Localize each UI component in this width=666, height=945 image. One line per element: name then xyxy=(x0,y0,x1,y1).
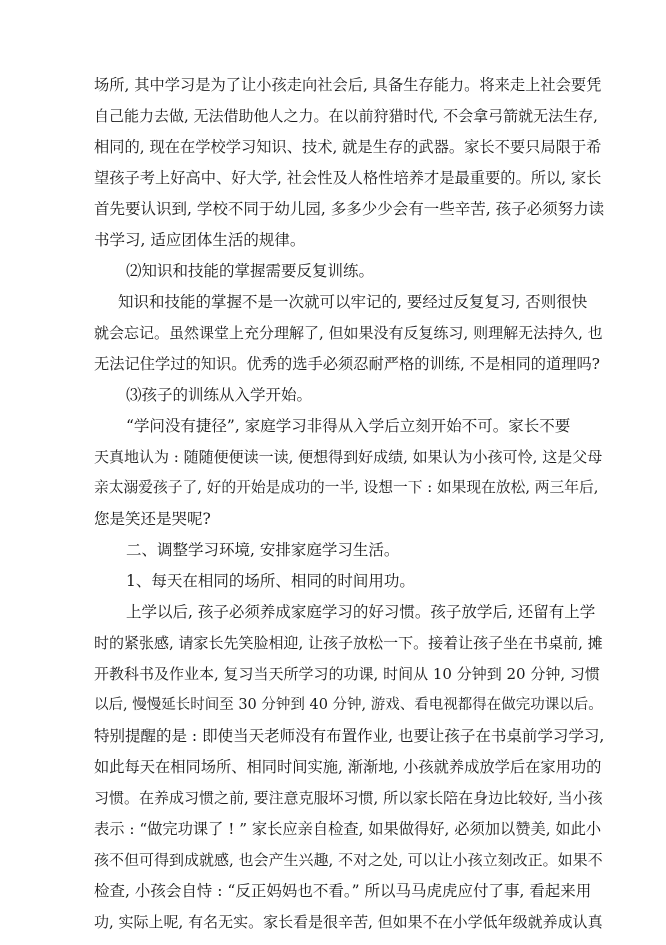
section-heading: ⑶孩子的训练从入学开始。 xyxy=(126,386,313,404)
body-text-line: 望孩子考上好高中、好大学, 社会性及人格性培养才是最重要的。所以, 家长 xyxy=(94,169,602,187)
body-text-line: 就会忘记。虽然课堂上充分理解了, 但如果没有反复练习, 则理解无法持久, 也 xyxy=(94,324,603,342)
body-text-line: 上学以后, 孩子必须养成家庭学习的好习惯。孩子放学后, 还留有上学 xyxy=(126,603,596,621)
body-text-line: 时的紧张感, 请家长先笑脸相迎, 让孩子放松一下。接着让孩子坐在书桌前, 摊 xyxy=(94,634,603,652)
body-text-line: 表示 : “做完功课了 ! ” 家长应亲自检查, 如果做得好, 必须加以赞美, 如此小 xyxy=(94,820,602,838)
body-text-line: 相同的, 现在在学校学习知识、技术, 就是生存的武器。家长不要只局限于希 xyxy=(94,138,602,156)
body-text-line: 功, 实际上呢, 有名无实。家长看是很辛苦, 但如果不在小学低年级就养成认真 xyxy=(94,913,603,931)
body-text-line: 首先要认识到, 学校不同于幼儿园, 多多少少会有一些辛苦, 孩子必须努力读 xyxy=(94,200,604,218)
body-text-line: 自己能力去做, 无法借助他人之力。在以前狩猎时代, 不会拿弓箭就无法生存, xyxy=(94,107,598,125)
body-text-line: 习惯。在养成习惯之前, 要注意克服坏习惯, 所以家长陪在身边比较好, 当小孩 xyxy=(94,789,603,807)
body-text-line: 书学习, 适应团体生活的规律。 xyxy=(94,231,306,249)
body-text-line: 知识和技能的掌握不是一次就可以牢记的, 要经过反复复习, 否则很快 xyxy=(118,293,588,311)
section-heading: ⑵知识和技能的掌握需要反复训练。 xyxy=(126,262,375,280)
body-text-line: 特别提醒的是 : 即使当天老师没有布置作业, 也要让孩子在书桌前学习学习, xyxy=(94,727,604,745)
subsection-heading: 1、每天在相同的场所、相同的时间用功。 xyxy=(126,572,415,590)
body-text-line: 孩不但可得到成就感, 也会产生兴趣, 不对之处, 可以让小孩立刻改正。如果不 xyxy=(94,851,603,869)
body-text-line: 您是笑还是哭呢? xyxy=(94,510,211,528)
body-text-line: 场所, 其中学习是为了让小孩走向社会后, 具备生存能力。将来走上社会要凭 xyxy=(94,76,602,94)
body-text-line: 以后, 慢慢延长时间至 30 分钟到 40 分钟, 游戏、看电视都得在做完功课以后。 xyxy=(94,697,603,713)
body-text-line: 无法记住学过的知识。优秀的选手必须忍耐严格的训练, 不是相同的道理吗? xyxy=(94,355,600,373)
body-text-line: “学问没有捷径”, 家庭学习非得从入学后立刻开始不可。家长不要 xyxy=(126,417,571,435)
section-heading: 二、调整学习环境, 安排家庭学习生活。 xyxy=(126,541,400,559)
body-text-line: 如此每天在相同场所、相同时间实施, 渐渐地, 小孩就养成放学后在家用功的 xyxy=(94,758,602,776)
body-text-line: 检查, 小孩会自恃 : “反正妈妈也不看。” 所以马马虎虎应付了事, 看起来用 xyxy=(94,882,592,900)
body-text-line: 亲太溺爱孩子了, 好的开始是成功的一半, 设想一下 : 如果现在放松, 两三年后, xyxy=(94,479,599,496)
body-text-line: 开教科书及作业本, 复习当天所学习的功课, 时间从 10 分钟到 20 分钟, 习惯 xyxy=(94,665,600,683)
body-text-line: 天真地认为 : 随随便便读一读, 便想得到好成绩, 如果认为小孩可怜, 这是父母 xyxy=(94,448,603,466)
